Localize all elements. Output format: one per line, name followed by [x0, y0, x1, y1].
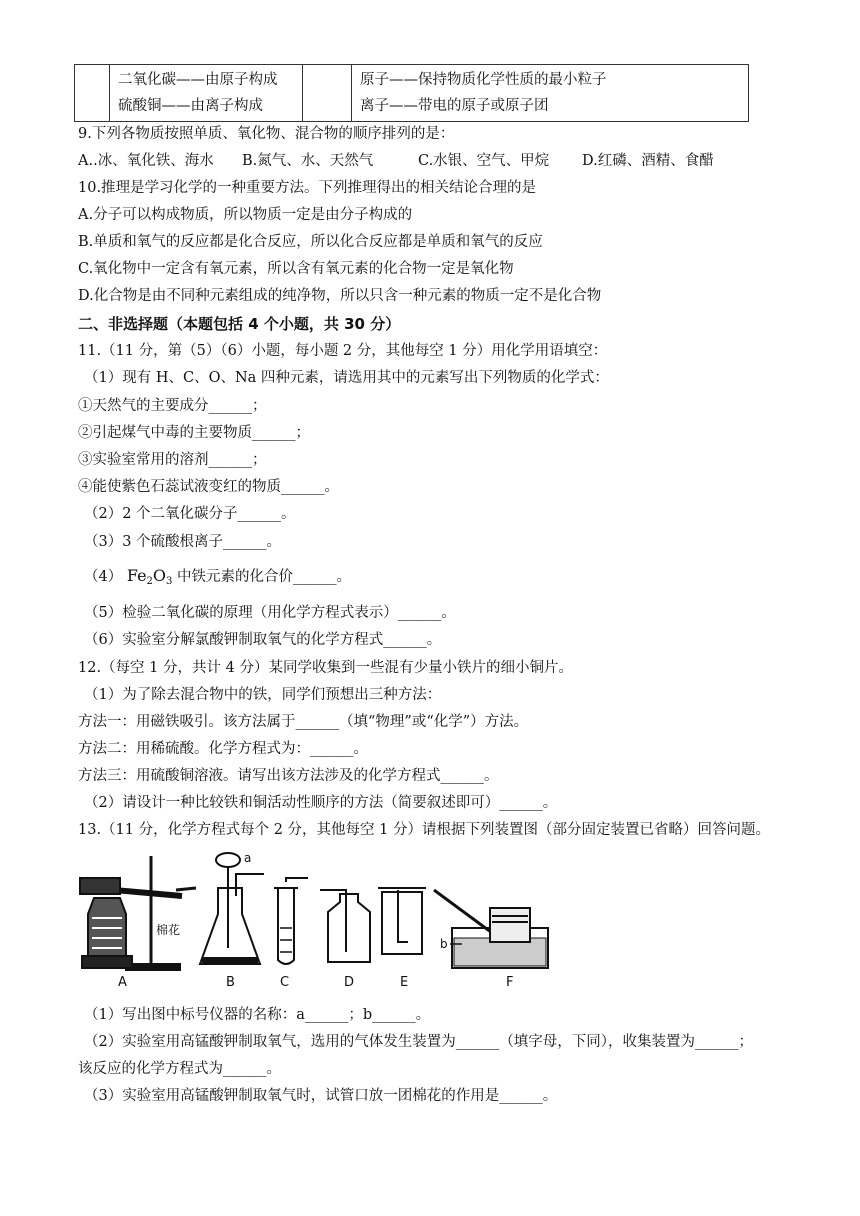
q11-part4-suffix: 中铁元素的化合价______。: [172, 569, 352, 585]
q11-item4: ④能使紫色石蕊试液变红的物质______。: [78, 479, 339, 495]
q11-part6: （6）实验室分解氯酸钾制取氧气的化学方程式______。: [84, 632, 442, 648]
apparatus-c: [274, 878, 308, 990]
table-cell-empty: [75, 65, 110, 122]
q10-option-a: A.分子可以构成物质，所以物质一定是由分子构成的: [78, 207, 413, 223]
table-cell-right: [352, 65, 749, 122]
formula-sub-2: 2: [146, 576, 153, 587]
q13-part2-cont: 该反应的化学方程式为______。: [78, 1061, 281, 1077]
q12-method1: 方法一：用磁铁吸引。该方法属于______（填“物理”或“化学”）方法。: [78, 714, 529, 730]
section-heading: 二、非选择题（本题包括 4 个小题，共 30 分）: [78, 315, 401, 333]
q11-part1: （1）现有 H、C、O、Na 四种元素，请选用其中的元素写出下列物质的化学式：: [84, 370, 609, 386]
q12-method3: 方法三：用硫酸铜溶液。请写出该方法涉及的化学方程式______。: [78, 768, 499, 784]
table-right-line-1: 原子——保持物质化学性质的最小粒子: [360, 72, 607, 88]
q12-part1: （1）为了除去混合物中的铁，同学们预想出三种方法：: [84, 687, 442, 703]
apparatus-f: [434, 890, 548, 990]
table-left-line-1: 二氧化碳——由原子构成: [118, 72, 278, 88]
answer-table: [74, 64, 749, 122]
table-left-line-2: 硫酸铜——由离子构成: [118, 98, 263, 114]
label-b-upper: B: [226, 975, 235, 990]
q12-part2: （2）请设计一种比较铁和铜活动性顺序的方法（简要叙述即可）______。: [84, 795, 558, 811]
q10-option-b: B.单质和氧气的反应都是化合反应，所以化合反应都是单质和氧气的反应: [78, 234, 543, 250]
apparatus-d: [320, 890, 370, 990]
q10-stem: 10.推理是学习化学的一种重要方法。下列推理得出的相关结论合理的是: [78, 180, 537, 196]
q9-stem: 9.下列各物质按照单质、氧化物、混合物的顺序排列的是：: [78, 126, 455, 142]
q11-part2: （2）2 个二氧化碳分子______。: [84, 506, 296, 522]
formula-fe: Fe: [126, 566, 147, 585]
q9-option-d: D.红磷、酒精、食醋: [582, 153, 714, 169]
q13-part1: （1）写出图中标号仪器的名称：a______；b______。: [84, 1007, 431, 1023]
q11-stem: 11.（11 分，第（5）（6）小题，每小题 2 分，其他每空 1 分）用化学用语填空：: [78, 343, 608, 359]
label-a-lower: a: [244, 851, 252, 865]
q9-option-a: A..冰、氧化铁、海水: [78, 153, 214, 169]
apparatus-a: [80, 856, 196, 990]
formula-fe2o3: [127, 566, 173, 585]
label-cotton: 棉花: [156, 923, 181, 937]
q11-part4-prefix: （4）: [84, 569, 123, 585]
apparatus-b: [200, 851, 264, 990]
q10-option-d: D.化合物是由不同种元素组成的纯净物，所以只含一种元素的物质一定不是化合物: [78, 288, 602, 304]
label-f: F: [506, 975, 514, 990]
q9-options: [78, 151, 714, 171]
table-cell-empty: [303, 65, 352, 122]
formula-sub-3: 3: [166, 576, 173, 587]
q9-option-b: B.氮气、水、天然气: [242, 153, 374, 169]
q11-item3: ③实验室常用的溶剂______；: [78, 452, 267, 468]
q11-part4: [84, 566, 351, 592]
q13-part3: （3）实验室用高锰酸钾制取氧气时，试管口放一团棉花的作用是______。: [84, 1088, 558, 1104]
q11-part5: （5）检验二氧化碳的原理（用化学方程式表示）______。: [84, 605, 456, 621]
q13-part2: （2）实验室用高锰酸钾制取氧气，选用的气体发生装置为______（填字母，下同），收集装置为______；: [84, 1034, 753, 1050]
q11-part3: （3）3 个硫酸根离子______。: [84, 534, 282, 550]
q12-method2: 方法二：用稀硫酸。化学方程式为：______。: [78, 741, 368, 757]
formula-o: O: [152, 566, 167, 585]
q9-option-c: C.水银、空气、甲烷: [418, 153, 550, 169]
label-e: E: [400, 975, 409, 990]
label-a-upper: A: [118, 975, 127, 990]
q10-option-c: C.氧化物中一定含有氧元素，所以含有氧元素的化合物一定是氧化物: [78, 261, 514, 277]
table-right-line-2: 离子——带电的原子或原子团: [360, 98, 549, 114]
label-c: C: [280, 975, 290, 990]
q13-stem: 13.（11 分，化学方程式每个 2 分，其他每空 1 分）请根据下列装置图（部分固定装置已省略）回答问题。: [78, 822, 771, 838]
label-b-lower: b: [440, 937, 448, 951]
q12-stem: 12.（每空 1 分，共计 4 分）某同学收集到一些混有少量小铁片的细小铜片。: [78, 660, 573, 676]
q11-item1: ①天然气的主要成分______；: [78, 398, 267, 414]
table-cell-left: [110, 65, 303, 122]
q11-item2: ②引起煤气中毒的主要物质______；: [78, 425, 310, 441]
apparatus-figure: [78, 848, 558, 990]
apparatus-e: [378, 888, 426, 990]
label-d: D: [344, 975, 355, 990]
